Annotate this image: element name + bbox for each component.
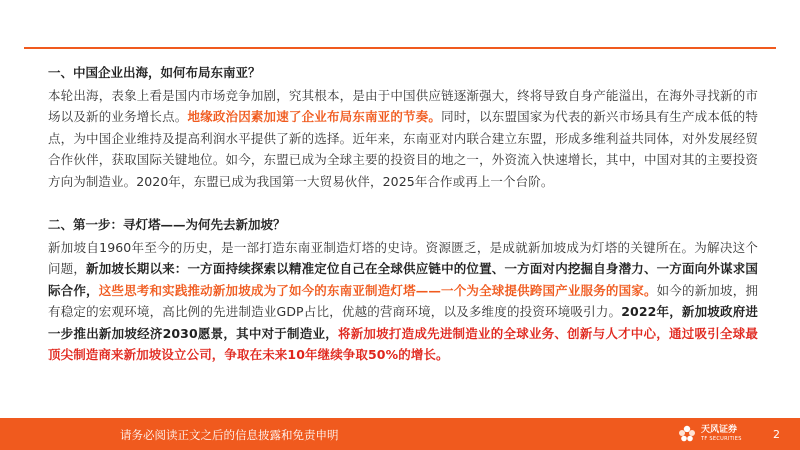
flower-logo-icon	[676, 423, 698, 445]
logo-name-en: TF SECURITIES	[701, 436, 742, 442]
bold-text: 2022年，新加坡政府进一步推出新加坡经济2030愿景，其中对于制造业，	[48, 304, 759, 341]
section-heading: 一、中国企业出海，如何布局东南亚？	[48, 65, 261, 80]
footer-bar	[0, 418, 800, 450]
company-logo	[676, 423, 752, 445]
red-highlight-text: 将新加坡打造成先进制造业的全球业务、创新与人才中心，通过吸引全球最顶尖制造商来新加坡设立公司，争取在未来10年继续争取50%的增长。	[48, 325, 758, 362]
section-singapore	[48, 214, 758, 366]
section-heading: 二、第一步：寻灯塔——为何先去新加坡？	[48, 217, 286, 232]
highlight-text: 地缘政治因素加速了企业布局东南亚的节奏。	[187, 109, 442, 124]
paragraph-text: 如今的新加坡，拥有稳定的宏观环境，高比例的先进制造业GDP占比，优越的营商环境，以及多维度的投资环境吸引力。	[48, 282, 758, 319]
page-number: 2	[773, 428, 780, 441]
paragraph-text: 同时，以东盟国家为代表的新兴市场具有生产成本低的特点，为中国企业维持及提高利润水平提供了新的选择。近年来，东南亚对内联合建立东盟，形成多维利益共同体，对外发展经贸合作伙伴，获取国际关键地位。如今，东盟已成为全球主要的投资目的地之一，外资流入快速增长，其中，中国对其的主要投资方向为制造业。2020年，东盟已成为我国第一大贸易伙伴，2025年合作或再上一个台阶。	[48, 109, 758, 189]
highlight-text: 这些思考和实践推动新加坡成为了如今的东南亚制造灯塔——一个为全球提供跨国产业服务的国家。	[98, 282, 657, 298]
top-divider	[24, 47, 776, 49]
section-paragraph	[48, 237, 758, 366]
logo-name-cn: 天风证券	[701, 425, 738, 435]
disclaimer-text: 请务必阅读正文之后的信息披露和免责申明	[120, 428, 339, 442]
paragraph-text: 新加坡自1960年至今的历史，是一部打造东南亚制造灯塔的史诗。资源匮乏，是成就新加坡成为灯塔的关键所在。为解决这个问题，	[48, 239, 758, 276]
section-southeast-asia	[48, 62, 758, 192]
paragraph-text: 本轮出海，表象上看是国内市场竞争加剧，究其根本，是由于中国供应链逐渐强大，终将导致自身产能溢出，在海外寻找新的市场以及新的业务增长点。	[48, 87, 758, 124]
section-paragraph	[48, 85, 758, 193]
bold-text: 新加坡长期以来：一方面持续探索以精准定位自己在全球供应链中的位置、一方面对内挖掘自身潜力、一方面向外谋求国际合作，	[48, 261, 758, 298]
